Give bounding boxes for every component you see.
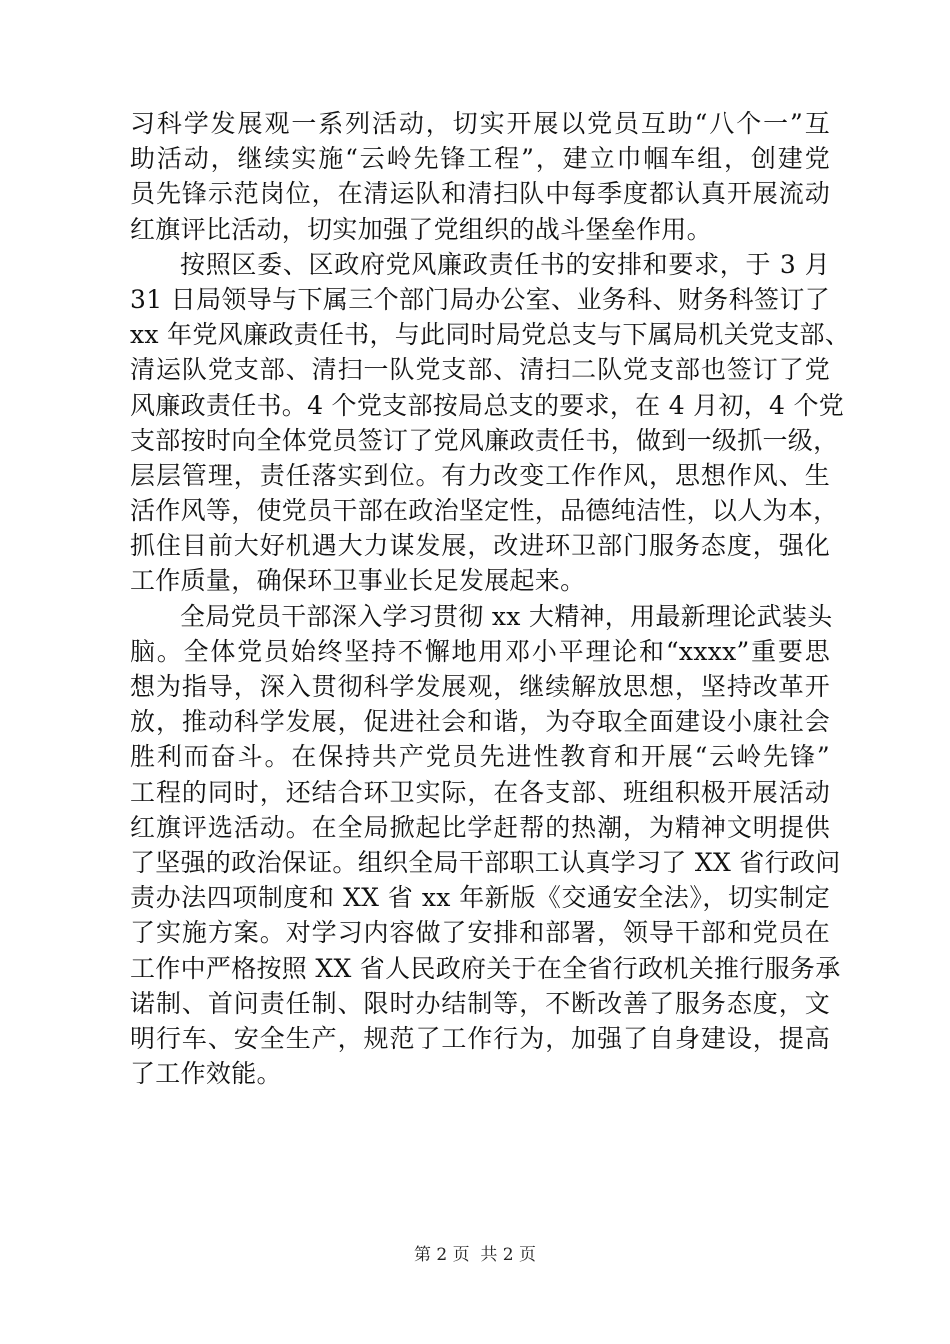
- text-line: 抓住目前大好机遇大力谋发展，改进环卫部门服务态度，强化: [130, 531, 830, 561]
- text-line: 脑。全体党员始终坚持不懈地用邓小平理论和“xxxx”重要思: [130, 636, 830, 666]
- text-line: 员先锋示范岗位，在清运队和清扫队中每季度都认真开展流动: [130, 179, 830, 209]
- text-line: xx 年党风廉政责任书，与此同时局党总支与下属局机关党支部、: [130, 320, 851, 350]
- text-line: 了工作效能。: [130, 1059, 282, 1089]
- text-line: 明行车、安全生产，规范了工作行为，加强了自身建设，提高: [130, 1023, 830, 1053]
- text-line: 支部按时向全体党员签订了党风廉政责任书，做到一级抓一级，: [130, 425, 839, 455]
- text-line: 工作质量，确保环卫事业长足发展起来。: [130, 566, 586, 596]
- page-footer: [0, 1244, 950, 1266]
- page-number-label: 第 2 页 共 2 页: [413, 1245, 537, 1265]
- text-line: 清运队党支部、清扫一队党支部、清扫二队党支部也签订了党: [130, 355, 830, 385]
- text-line: 了实施方案。对学习内容做了安排和部署，领导干部和党员在: [130, 918, 830, 948]
- text-line: 全局党员干部深入学习贯彻 xx 大精神，用最新理论武装头: [180, 601, 833, 631]
- text-line: 习科学发展观一系列活动，切实开展以党员互助“八个一”互: [130, 109, 830, 138]
- text-line: 胜利而奋斗。在保持共产党员先进性教育和开展“云岭先锋”: [130, 742, 830, 772]
- text-line: 放，推动科学发展，促进社会和谐，为夺取全面建设小康社会: [130, 707, 830, 737]
- text-line: 诺制、首问责任制、限时办结制等，不断改善了服务态度，文: [130, 988, 830, 1018]
- text-line: 按照区委、区政府党风廉政责任书的安排和要求，于 3 月: [180, 249, 830, 279]
- text-line: 层层管理，责任落实到位。有力改变工作作风，思想作风、生: [130, 460, 830, 490]
- text-line: 31 日局领导与下属三个部门局办公室、业务科、财务科签订了: [130, 284, 830, 314]
- text-line: 责办法四项制度和 XX 省 xx 年新版《交通安全法》，切实制定: [130, 883, 830, 913]
- text-line: 工程的同时，还结合环卫实际，在各支部、班组积极开展活动: [130, 777, 830, 807]
- text-line: 风廉政责任书。4 个党支部按局总支的要求，在 4 月初，4 个党: [130, 390, 845, 420]
- document-body: [130, 106, 851, 1091]
- text-line: 活作风等，使党员干部在政治坚定性，品德纯洁性，以人为本，: [130, 496, 839, 526]
- text-line: 红旗评比活动，切实加强了党组织的战斗堡垒作用。: [130, 214, 712, 244]
- text-line: 了坚强的政治保证。组织全局干部职工认真学习了 XX 省行政问: [130, 847, 841, 877]
- text-line: 想为指导，深入贯彻科学发展观，继续解放思想，坚持改革开: [130, 672, 830, 701]
- text-line: 红旗评选活动。在全局掀起比学赶帮的热潮，为精神文明提供: [130, 812, 830, 842]
- text-line: 助活动，继续实施“云岭先锋工程”，建立巾帼车组，创建党: [130, 144, 830, 174]
- text-line: 工作中严格按照 XX 省人民政府关于在全省行政机关推行服务承: [130, 953, 841, 983]
